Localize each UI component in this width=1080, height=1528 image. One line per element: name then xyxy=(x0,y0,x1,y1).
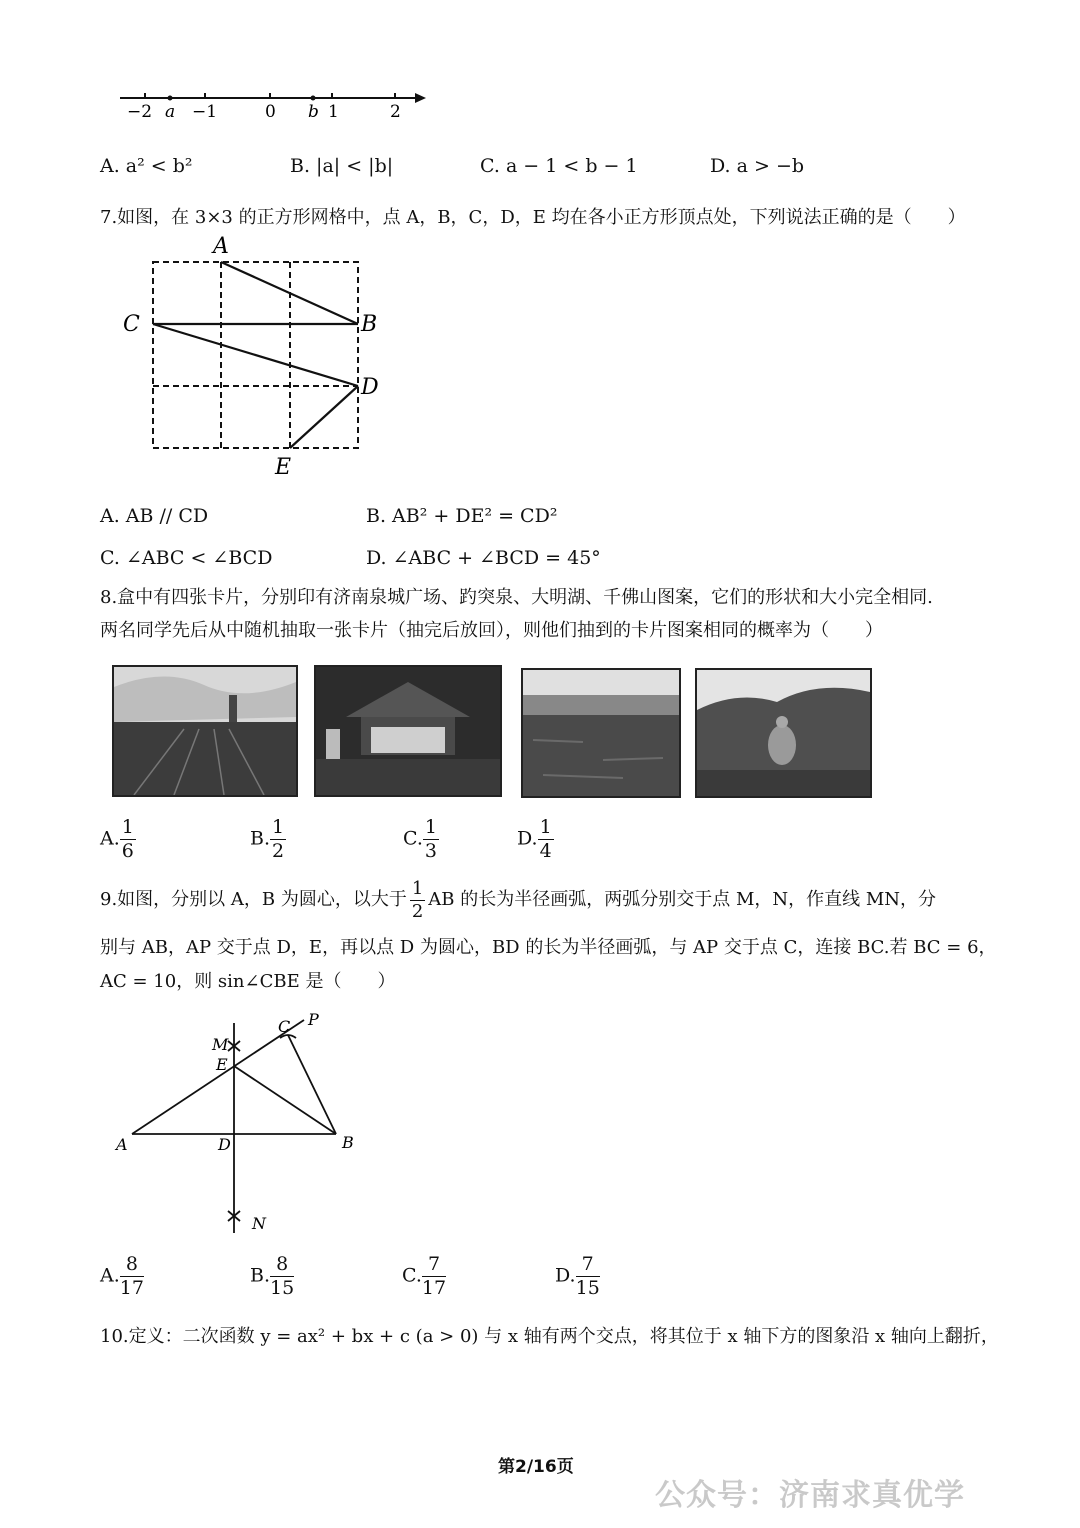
q8-option-b[interactable]: B. $\frac{1}{2}$ xyxy=(250,816,285,862)
q6-option-d[interactable]: D. a > −b xyxy=(710,155,805,177)
q9-construction-figure xyxy=(108,1008,368,1240)
q9-option-d[interactable]: D. $\frac{7}{15}$ xyxy=(555,1253,600,1299)
point-b xyxy=(311,96,316,101)
q6-option-c[interactable]: C. a − 1 < b − 1 xyxy=(480,155,638,177)
q7-text: 7.如图，在 3×3 的正方形网格中，点 A，B，C，D，E 均在各小正方形顶点处，下列说法正确的是（ ） xyxy=(100,207,966,228)
q8-text-line2: 两名同学先后从中随机抽取一张卡片（抽完后放回），则他们抽到的卡片图案相同的概率为（ ） xyxy=(100,620,883,641)
q7-option-b[interactable]: B. AB² + DE² = CD² xyxy=(366,505,558,527)
label-m: M xyxy=(212,1035,229,1054)
quancheng-square-photo xyxy=(112,665,298,797)
q8-text-line1: 8.盒中有四张卡片，分别印有济南泉城广场、趵突泉、大明湖、千佛山图案，它们的形状和大小完全相同. xyxy=(100,587,933,608)
q9-text-line1: 9.如图，分别以 A，B 为圆心，以大于 $\frac{1}{2}$ AB 的长为半径画弧，两弧分别交于点 M，N，作直线 MN，分 xyxy=(100,877,937,922)
label-c: C xyxy=(278,1017,291,1036)
q9-option-b[interactable]: B. $\frac{8}{15}$ xyxy=(250,1253,295,1299)
label-e: E xyxy=(275,455,292,480)
tick-label: b xyxy=(308,102,319,122)
q9-option-a[interactable]: A. $\frac{8}{17}$ xyxy=(100,1253,144,1299)
q7-option-a[interactable]: A. AB // CD xyxy=(100,505,209,527)
point-a xyxy=(168,96,173,101)
q10-text: 10.定义：二次函数 y = ax² + bx + c (a > 0) 与 x 轴有两个交点，将其位于 x 轴下方的图象沿 x 轴向上翻折， xyxy=(100,1326,999,1347)
baotu-spring-photo xyxy=(314,665,502,797)
q7-option-c[interactable]: C. ∠ABC < ∠BCD xyxy=(100,547,273,569)
q8-option-d[interactable]: D. $\frac{1}{4}$ xyxy=(517,816,552,862)
qianfo-mountain-photo xyxy=(695,668,872,798)
label-a: A xyxy=(116,1135,128,1154)
label-d: D xyxy=(361,375,379,400)
label-b: B xyxy=(342,1133,354,1152)
label-p: P xyxy=(308,1010,319,1029)
q8-option-c[interactable]: C. $\frac{1}{3}$ xyxy=(403,816,437,862)
tick-label: 1 xyxy=(328,102,339,122)
label-a: A xyxy=(213,234,229,259)
q8-option-a[interactable]: A. $\frac{1}{6}$ xyxy=(100,816,134,862)
watermark: 公众号：济南求真优学 xyxy=(655,1478,965,1513)
label-d: D xyxy=(218,1135,231,1154)
number-line xyxy=(110,80,430,130)
label-e: E xyxy=(216,1055,228,1074)
tick-label: 0 xyxy=(265,102,276,122)
tick-label: −1 xyxy=(192,102,218,122)
tick-label: a xyxy=(165,102,176,122)
q7-grid-figure xyxy=(115,228,395,488)
label-b: B xyxy=(361,312,378,337)
tick-label: −2 xyxy=(127,102,153,122)
page-number: 第2/16页 xyxy=(498,1457,574,1477)
q6-option-b[interactable]: B. |a| < |b| xyxy=(290,155,394,177)
q9-text-line2: 别与 AB，AP 交于点 D，E，再以点 D 为圆心，BD 的长为半径画弧，与 AP 交于点 C，连接 BC.若 BC = 6， xyxy=(100,937,997,958)
q7-option-d[interactable]: D. ∠ABC + ∠BCD = 45° xyxy=(366,547,601,569)
tick-label: 2 xyxy=(390,102,401,122)
q9-option-c[interactable]: C. $\frac{7}{17}$ xyxy=(402,1253,447,1299)
q6-option-a[interactable]: A. a² < b² xyxy=(100,155,193,177)
daming-lake-photo xyxy=(521,668,681,798)
q9-text-line3: AC = 10，则 sin∠CBE 是（ ） xyxy=(100,971,396,992)
label-n: N xyxy=(252,1214,266,1233)
label-c: C xyxy=(123,312,140,337)
